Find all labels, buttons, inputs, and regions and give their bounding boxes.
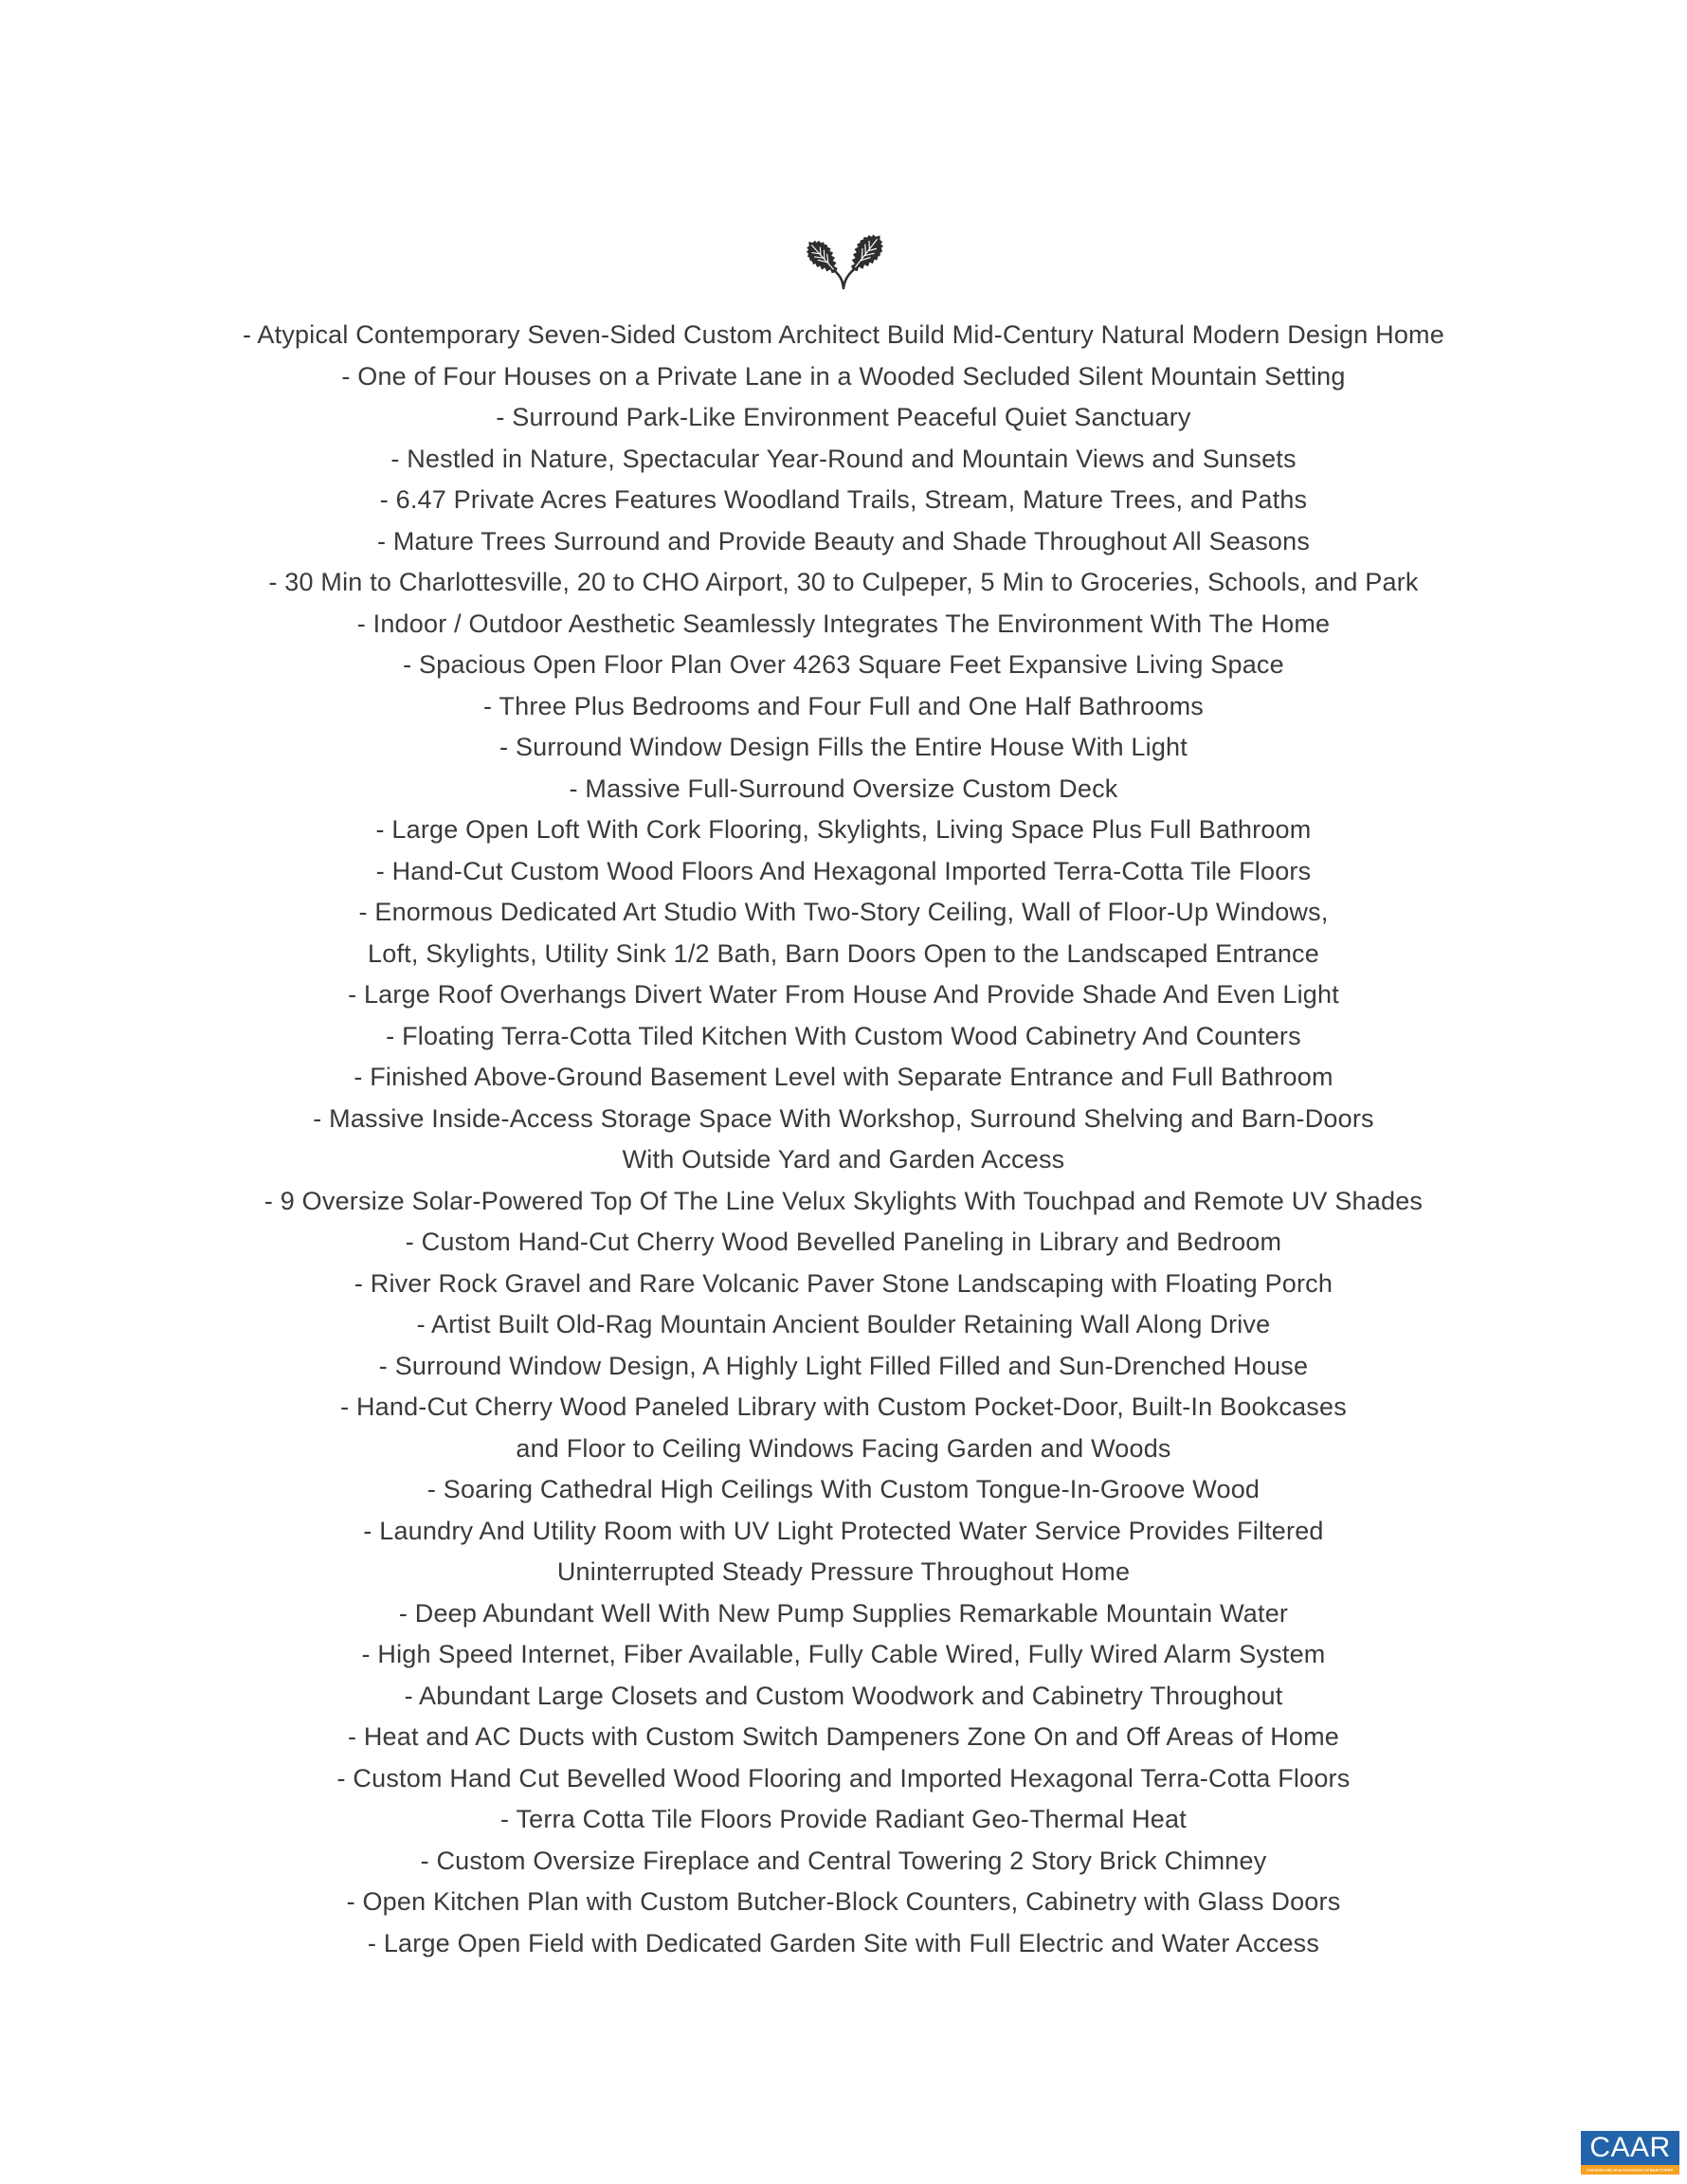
caar-logo [1581,2131,1679,2175]
feature-list [0,315,1687,1964]
caar-logo-orange-bar [1581,2165,1679,2175]
feature-line: - Enormous Dedicated Art Studio With Two-Story Ceiling, Wall of Floor-Up Windows, [358,898,1329,926]
feature-line: - Soaring Cathedral High Ceilings With Custom Tongue-In-Groove Wood [426,1475,1261,1503]
feature-line: - Floating Terra-Cotta Tiled Kitchen With Custom Wood Cabinetry And Counters [386,1021,1301,1050]
caar-logo-text: CAAR [1589,2132,1671,2163]
feature-line: - Massive Inside-Access Storage Space With Workshop, Surround Shelving and Barn-Doors [313,1103,1374,1133]
feature-line: - Large Open Field with Dedicated Garden Site with Full Electric and Water Access [367,1928,1320,1957]
feature-line: and Floor to Ceiling Windows Facing Garden and Woods [516,1433,1171,1463]
feature-line: - Indoor / Outdoor Aesthetic Seamlessly Integrates The Environment With The Home [356,609,1331,638]
feature-line: - 30 Min to Charlottesville, 20 to CHO Airport, 30 to Culpeper, 5 Min to Groceries, Schools, and Park [268,568,1419,596]
feature-line: - High Speed Internet, Fiber Available, Fully Cable Wired, Fully Wired Alarm System [361,1640,1326,1668]
feature-line: - Abundant Large Closets and Custom Woodwork and Cabinetry Throughout [404,1681,1283,1710]
feature-line: - 6.47 Private Acres Features Woodland Trails, Stream, Mature Trees, and Paths [379,485,1308,514]
feature-line: - Custom Hand-Cut Cherry Wood Bevelled Paneling in Library and Bedroom [405,1228,1282,1256]
feature-line: - One of Four Houses on a Private Lane in a Wooded Secluded Silent Mountain Setting [341,361,1346,391]
leaf-ornament [800,228,887,296]
feature-line: With Outside Yard and Garden Access [622,1145,1065,1174]
caar-logo-blue [1581,2131,1679,2165]
feature-line: - Surround Park-Like Environment Peaceful Quiet Sanctuary [496,403,1191,431]
feature-line: - Surround Window Design Fills the Entire House With Light [499,733,1188,761]
feature-line: - Hand-Cut Cherry Wood Paneled Library with Custom Pocket-Door, Built-In Bookcases [340,1392,1347,1421]
feature-line: - Large Open Loft With Cork Flooring, Skylights, Living Space Plus Full Bathroom [375,815,1312,844]
feature-line: - River Rock Gravel and Rare Volcanic Paver Stone Landscaping with Floating Porch [354,1268,1333,1298]
feature-line: - Laundry And Utility Room with UV Light Protected Water Service Provides Filtered [363,1516,1324,1545]
feature-line: - Custom Oversize Fireplace and Central Towering 2 Story Brick Chimney [420,1846,1267,1875]
caar-logo-tagline: Charlottesville Area Association of REALTORS® [1587,2167,1674,2173]
feature-line: - Open Kitchen Plan with Custom Butcher-Block Counters, Cabinetry with Glass Doors [346,1887,1341,1916]
feature-line: - Three Plus Bedrooms and Four Full and One Half Bathrooms [483,691,1204,720]
feature-line: - Custom Hand Cut Bevelled Wood Flooring and Imported Hexagonal Terra-Cotta Floors [336,1763,1351,1793]
feature-line: - Mature Trees Surround and Provide Beauty and Shade Throughout All Seasons [376,526,1311,555]
feature-line: - 9 Oversize Solar-Powered Top Of The Line Velux Skylights With Touchpad and Remote UV Shades [263,1186,1424,1215]
feature-line: - Finished Above-Ground Basement Level with Separate Entrance and Full Bathroom [354,1063,1333,1091]
feature-line: - Massive Full-Surround Oversize Custom Deck [569,774,1118,803]
feature-line: - Hand-Cut Custom Wood Floors And Hexagonal Imported Terra-Cotta Tile Floors [375,856,1312,885]
feature-line: - Nestled in Nature, Spectacular Year-Round and Mountain Views and Sunsets [390,444,1297,473]
two-leaf-sprig-icon [800,228,887,291]
feature-line: - Surround Window Design, A Highly Light Filled Filled and Sun-Drenched House [378,1351,1309,1380]
feature-line: - Spacious Open Floor Plan Over 4263 Square Feet Expansive Living Space [403,650,1284,679]
feature-line: Uninterrupted Steady Pressure Throughout Home [556,1557,1131,1586]
feature-line: Loft, Skylights, Utility Sink 1/2 Bath, Barn Doors Open to the Landscaped Entrance [368,938,1319,968]
feature-line: - Terra Cotta Tile Floors Provide Radiant Geo-Thermal Heat [500,1805,1187,1833]
feature-line: - Artist Built Old-Rag Mountain Ancient Boulder Retaining Wall Along Drive [416,1310,1271,1338]
feature-line: - Deep Abundant Well With New Pump Supplies Remarkable Mountain Water [398,1598,1289,1628]
feature-line: - Atypical Contemporary Seven-Sided Custom Architect Build Mid-Century Natural Modern Design Home [243,320,1444,349]
feature-line: - Large Roof Overhangs Divert Water From House And Provide Shade And Even Light [348,980,1339,1009]
feature-line: - Heat and AC Ducts with Custom Switch Dampeners Zone On and Off Areas of Home [347,1722,1340,1751]
